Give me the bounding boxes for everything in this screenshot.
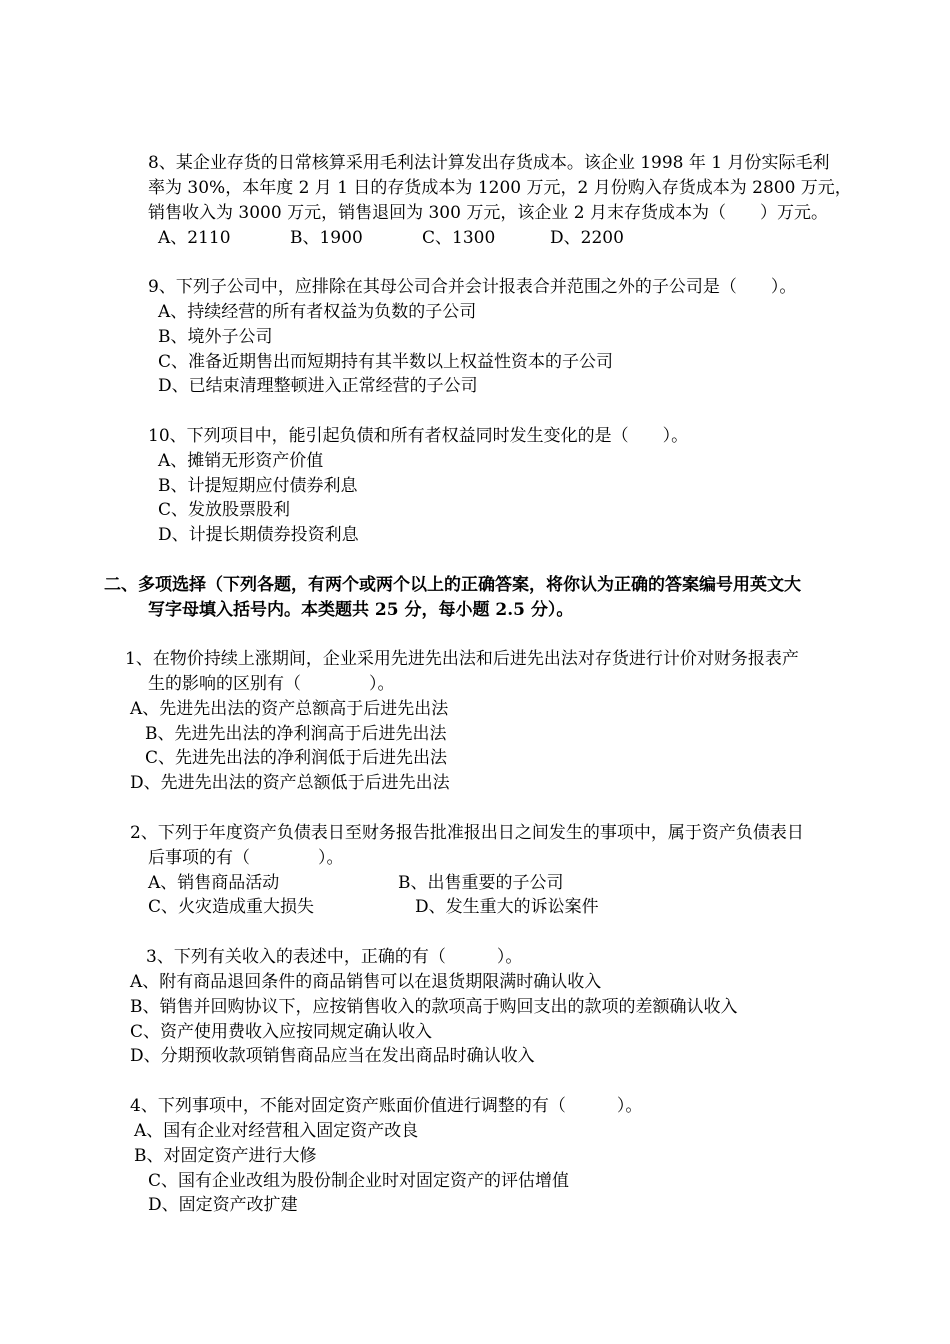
q8-option-d: D、2200	[550, 228, 624, 248]
q10-option-b: B、计提短期应付债券利息	[158, 476, 358, 496]
m3-option-b: B、销售并回购协议下，应按销售收入的款项高于购回支出的款项的差额确认收入	[130, 997, 738, 1017]
m3-stem: 3、下列有关收入的表述中，正确的有（ ）。	[146, 947, 523, 967]
m2-option-b: B、出售重要的子公司	[398, 873, 564, 893]
m3-option-c: C、资产使用费收入应按同规定确认收入	[130, 1022, 433, 1042]
section-2-heading-line-1: 二、多项选择（下列各题，有两个或两个以上的正确答案，将你认为正确的答案编号用英文大	[104, 575, 801, 595]
q9-stem: 9、下列子公司中，应排除在其母公司合并会计报表合并范围之外的子公司是（ ）。	[148, 277, 797, 297]
m2-stem-line-1: 2、下列于年度资产负债表日至财务报告批准报出日之间发生的事项中，属于资产负债表日	[130, 823, 804, 843]
m4-option-d: D、固定资产改扩建	[148, 1195, 298, 1215]
m4-stem: 4、下列事项中，不能对固定资产账面价值进行调整的有（ ）。	[130, 1096, 643, 1116]
section-2-heading-line-2: 写字母填入括号内。本类题共 25 分，每小题 2.5 分）。	[148, 600, 574, 620]
m1-option-c: C、先进先出法的净利润低于后进先出法	[145, 748, 448, 768]
m1-stem-line-1: 1、在物价持续上涨期间，企业采用先进先出法和后进先出法对存货进行计价对财务报表产	[125, 649, 799, 669]
m1-option-d: D、先进先出法的资产总额低于后进先出法	[130, 773, 450, 793]
m4-option-b: B、对固定资产进行大修	[134, 1146, 317, 1166]
m4-option-c: C、国有企业改组为股份制企业时对固定资产的评估增值	[148, 1171, 570, 1191]
q10-option-d: D、计提长期债券投资利息	[158, 525, 359, 545]
q9-option-d: D、已结束清理整顿进入正常经营的子公司	[158, 376, 478, 396]
m1-option-b: B、先进先出法的净利润高于后进先出法	[145, 724, 447, 744]
q8-option-c: C、1300	[422, 228, 496, 248]
q10-stem: 10、下列项目中，能引起负债和所有者权益同时发生变化的是（ ）。	[148, 426, 689, 446]
q9-option-b: B、境外子公司	[158, 327, 273, 347]
q8-stem-line-3: 销售收入为 3000 万元，销售退回为 300 万元，该企业 2 月末存货成本为（ ）万元。	[148, 203, 828, 223]
m1-option-a: A、先进先出法的资产总额高于后进先出法	[130, 699, 449, 719]
m4-option-a: A、国有企业对经营租入固定资产改良	[134, 1121, 419, 1141]
m2-option-c: C、火灾造成重大损失	[148, 897, 315, 917]
q10-option-c: C、发放股票股利	[158, 500, 291, 520]
q9-option-a: A、持续经营的所有者权益为负数的子公司	[158, 302, 477, 322]
m3-option-a: A、附有商品退回条件的商品销售可以在退货期限满时确认收入	[130, 972, 602, 992]
m2-option-a: A、销售商品活动	[148, 873, 280, 893]
q9-option-c: C、准备近期售出而短期持有其半数以上权益性资本的子公司	[158, 352, 614, 372]
q8-option-a: A、2110	[158, 228, 231, 248]
m3-option-d: D、分期预收款项销售商品应当在发出商品时确认收入	[130, 1046, 535, 1066]
q8-option-b: B、1900	[290, 228, 363, 248]
q10-option-a: A、摊销无形资产价值	[158, 451, 324, 471]
m1-stem-line-2: 生的影响的区别有（ ）。	[148, 674, 395, 694]
q8-stem-line-1: 8、某企业存货的日常核算采用毛利法计算发出存货成本。该企业 1998 年 1 月份实际毛利	[148, 153, 830, 173]
q8-stem-line-2: 率为 30%，本年度 2 月 1 日的存货成本为 1200 万元，2 月份购入存货成本为 2800 万元，	[148, 178, 852, 198]
m2-option-d: D、发生重大的诉讼案件	[415, 897, 599, 917]
m2-stem-line-2: 后事项的有（ ）。	[148, 848, 344, 868]
